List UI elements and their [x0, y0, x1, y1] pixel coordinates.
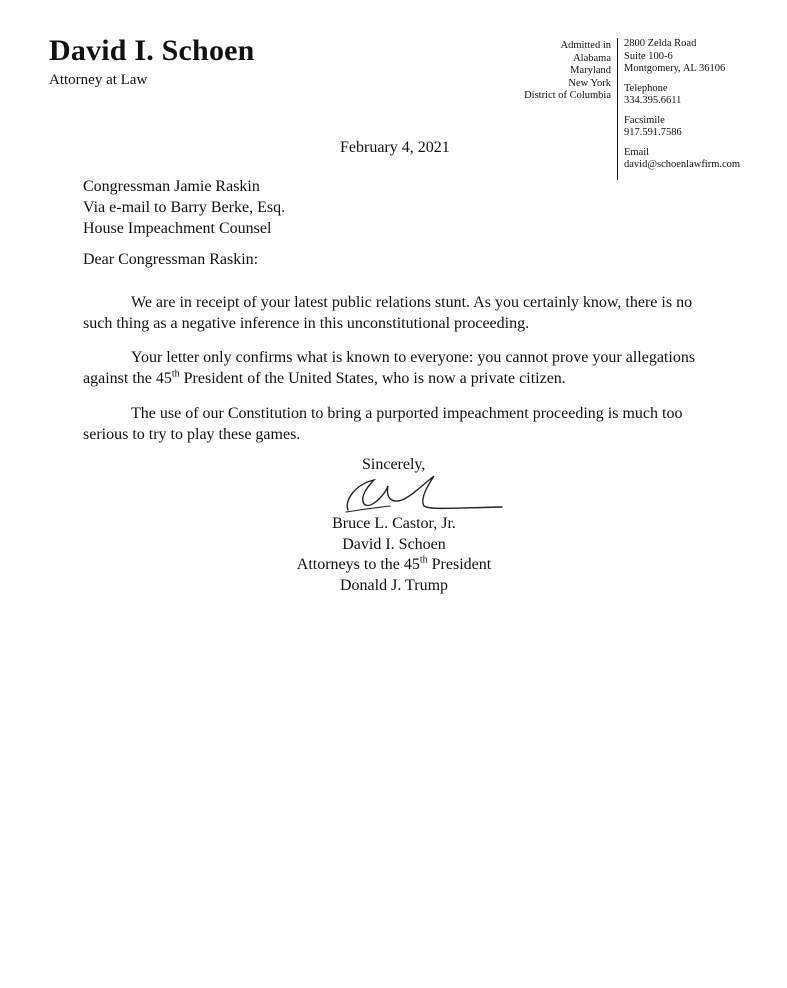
signer-role-pre: Attorneys to the 45: [296, 556, 420, 573]
ordinal-suffix: th: [171, 368, 180, 380]
closing: Sincerely,: [362, 456, 426, 473]
admitted-new-york: New York: [568, 77, 611, 89]
admitted-maryland: Maryland: [570, 65, 611, 76]
letterhead-name: David I. Schoen: [49, 34, 255, 67]
fax-number: 917.591.7586: [624, 127, 682, 138]
signer-name-2: David I. Schoen: [342, 535, 446, 553]
recipient-line-2: Via e-mail to Barry Berke, Esq.: [83, 199, 286, 216]
paragraph-3: [83, 403, 723, 445]
telephone-block: [624, 83, 774, 108]
handwritten-signature: [330, 470, 505, 516]
admitted-dc: District of Columbia: [524, 90, 611, 101]
fax-label: Facsimile: [624, 114, 665, 126]
paragraph-1: [83, 292, 723, 334]
recipient-line-1: Congressman Jamie Raskin: [83, 178, 260, 195]
office-address: [624, 38, 774, 76]
admitted-jurisdictions: [451, 40, 611, 103]
signature-block: [260, 514, 528, 596]
telephone-number: 334.395.6611: [624, 95, 682, 106]
admitted-alabama: Alabama: [573, 52, 611, 64]
email-address: david@schoenlawfirm.com: [624, 159, 741, 170]
signer-role-ordinal: th: [419, 554, 428, 566]
address-line-3: Montgomery, AL 36106: [624, 63, 726, 74]
signer-role-post: President: [427, 556, 492, 573]
signer-role: [260, 555, 528, 576]
paragraph-3-line-1: The use of our Constitution to bring a purported impeachment proceeding is much too: [131, 405, 683, 422]
letter-date: February 4, 2021: [340, 139, 450, 156]
paragraph-2-line-2: [83, 368, 723, 389]
paragraph-1-line-1: We are in receipt of your latest public relations stunt. As you certainly know, there is no: [131, 294, 693, 311]
paragraph-2-line-2-post: President of the United States, who is now a private citizen.: [179, 370, 566, 387]
client-name: Donald J. Trump: [339, 576, 449, 594]
signer-name-1: Bruce L. Castor, Jr.: [332, 515, 456, 532]
recipient-line-3: House Impeachment Counsel: [83, 220, 272, 237]
address-line-2: Suite 100-6: [624, 50, 673, 62]
telephone-label: Telephone: [624, 82, 668, 94]
paragraph-1-line-2: such thing as a negative inference in this unconstitutional proceeding.: [83, 315, 530, 332]
email-block: [624, 147, 774, 172]
fax-block: [624, 115, 774, 140]
paragraph-2-line-1: Your letter only confirms what is known to everyone: you cannot prove your allegations: [131, 349, 696, 366]
address-line-1: 2800 Zelda Road: [624, 38, 697, 49]
contact-sidebar: [617, 38, 774, 180]
admitted-label: Admitted in: [560, 40, 611, 51]
email-label: Email: [624, 146, 650, 158]
paragraph-3-line-2: serious to try to play these games.: [83, 426, 301, 443]
paragraph-2: [83, 347, 723, 389]
paragraph-2-line-2-pre: against the 45: [83, 370, 172, 387]
letterhead-title: Attorney at Law: [49, 72, 148, 88]
salutation: Dear Congressman Raskin:: [83, 251, 259, 268]
recipient-address: [83, 176, 285, 239]
